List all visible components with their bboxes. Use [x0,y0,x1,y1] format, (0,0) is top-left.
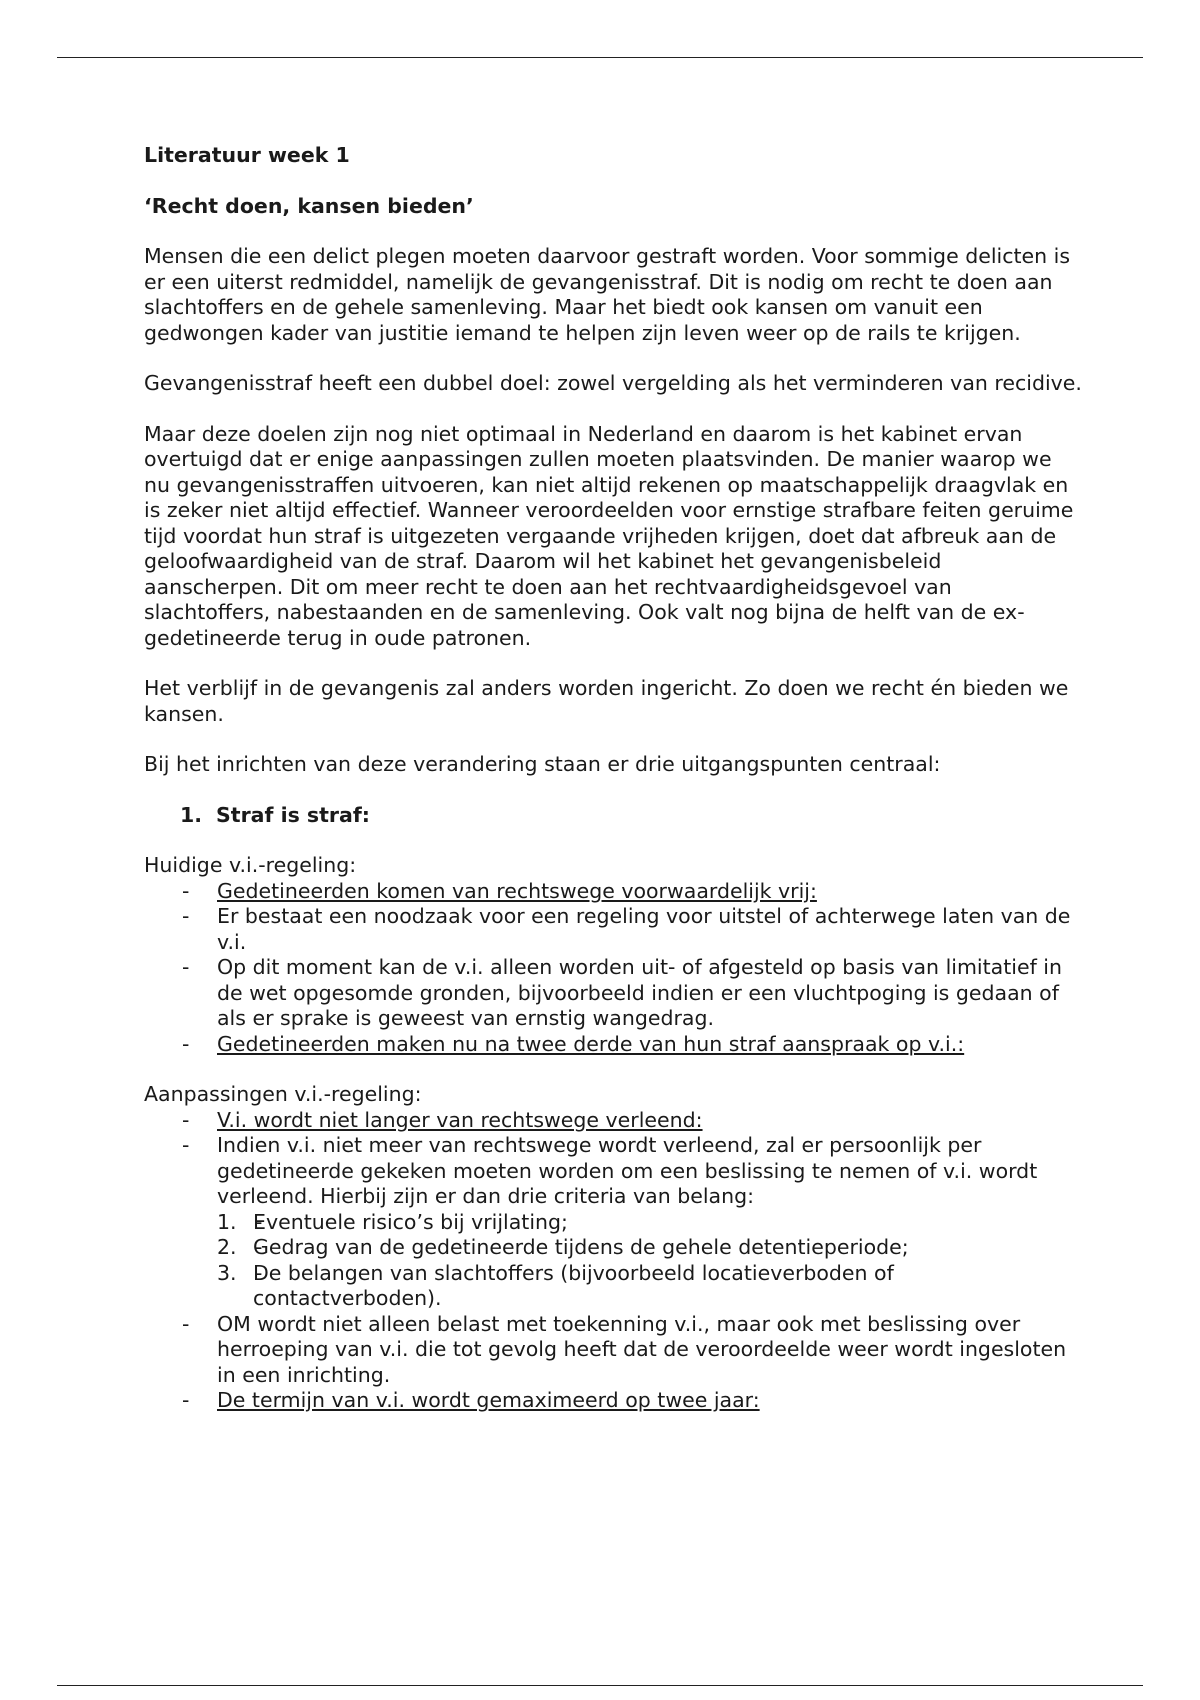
list-item [144,904,1084,955]
list-item [144,879,1084,905]
paragraph-goal: Gevangenisstraf heeft een dubbel doel: zowel vergelding als het verminderen van recidive. [144,371,1082,395]
document-heading: Literatuur week 1 [144,143,350,167]
section-number: 1. [180,802,203,827]
criteria-text: Eventuele risico’s bij vrijlating; [253,1209,568,1234]
criteria-text: Gedrag van de gedetineerde tijdens de gehele detentieperiode; [253,1235,909,1259]
list-item [144,1133,1084,1312]
header-rule [57,57,1143,58]
list-item [144,1032,1084,1058]
list-item-text: Gedetineerden maken nu na twee derde van hun straf aanspraak op v.i.: [217,1031,965,1056]
paragraph-stay: Het verblijf in de gevangenis zal anders worden ingericht. Zo doen we recht én bieden we kansen. [144,676,1069,726]
list-item-text: Indien v.i. niet meer van rechtswege wordt verleend, zal er persoonlijk per gedetineerde gekeken moeten worden om een beslissing te nemen of v.i. wordt verleend. Hierbij zijn er dan drie criteria van belang: [217,1133,1038,1208]
list-item-text: OM wordt niet alleen belast met toekenning v.i., maar ook met beslissing over herroeping van v.i. die tot gevolg heeft dat de veroordeelde weer wordt ingesloten in een inrichting. [217,1311,1067,1387]
list-item-text: V.i. wordt niet langer van rechtswege verleend: [217,1107,703,1132]
changes-intro: Aanpassingen v.i.-regeling: [144,1082,422,1106]
criteria-text: De belangen van slachtoffers (bijvoorbeeld locatieverboden of contactverboden). [253,1260,894,1310]
paragraph-intro: Mensen die een delict plegen moeten daarvoor gestraft worden. Voor sommige delicten is er een uiterst redmiddel, namelijk de gevangenisstraf. Dit is nodig om recht te doen aan slachtoffers en de gehele samenleving. Maar het biedt ook kansen om vanuit een gedwongen kader van justitie iemand te helpen zijn leven weer op de rails te krijgen. [144,244,1071,345]
criteria-item [217,1261,1084,1312]
section-heading-1 [144,803,1084,829]
footer-rule [57,1685,1143,1686]
criteria-number: - 2. [217,1235,237,1259]
criteria-number: - 3. [217,1260,237,1285]
criteria-list [217,1210,1084,1312]
list-item-text: De termijn van v.i. wordt gemaximeerd op twee jaar: [217,1388,760,1412]
list-item [144,1108,1084,1134]
criteria-item [217,1235,1084,1261]
list-item [144,1388,1084,1414]
list-item [144,1312,1084,1389]
document-subheading: ‘Recht doen, kansen bieden’ [144,193,474,218]
list-item-text: Gedetineerden komen van rechtswege voorwaardelijk vrij: [217,878,817,903]
section-title: Straf is straf: [216,802,370,827]
list-item-text: Op dit moment kan de v.i. alleen worden uit- of afgesteld op basis van limitatief in de wet opgesomde gronden, bijvoorbeeld indien er een vluchtpoging is gedaan of als er sprake is geweest van ernstig wangedrag. [217,955,1062,1030]
criteria-item [217,1210,1084,1236]
paragraph-cabinet: Maar deze doelen zijn nog niet optimaal in Nederland en daarom is het kabinet ervan overtuigd dat er enige aanpassingen zullen moeten plaatsvinden. De manier waarop we nu gevangenisstraffen uitvoeren, kan niet altijd rekenen op maatschappelijk draagvlak en is zeker niet altijd effectief. Wanneer veroordeelden voor ernstige strafbare feiten geruime tijd voordat hun straf is uitgezeten vergaande vrijheden krijgen, doet dat afbreuk aan de geloofwaardigheid van de straf. Daarom wil het kabinet het gevangenisbeleid aanscherpen. Dit om meer recht te doen aan het rechtvaardigheidsgevoel van slachtoffers, nabestaanden en de samenleving. Ook valt nog bijna de helft van de ex-gedetineerde terug in oude patronen. [144,421,1074,650]
criteria-number: - 1. [217,1209,237,1234]
current-rule-intro: Huidige v.i.-regeling: [144,853,357,877]
changes-list [144,1108,1084,1414]
current-rule-list [144,879,1084,1058]
list-item-text: Er bestaat een noodzaak voor een regeling voor uitstel of achterwege laten van de v.i. [217,904,1071,954]
paragraph-principles: Bij het inrichten van deze verandering staan er drie uitgangspunten centraal: [144,752,941,776]
document-body [144,143,1084,1439]
list-item [144,955,1084,1032]
